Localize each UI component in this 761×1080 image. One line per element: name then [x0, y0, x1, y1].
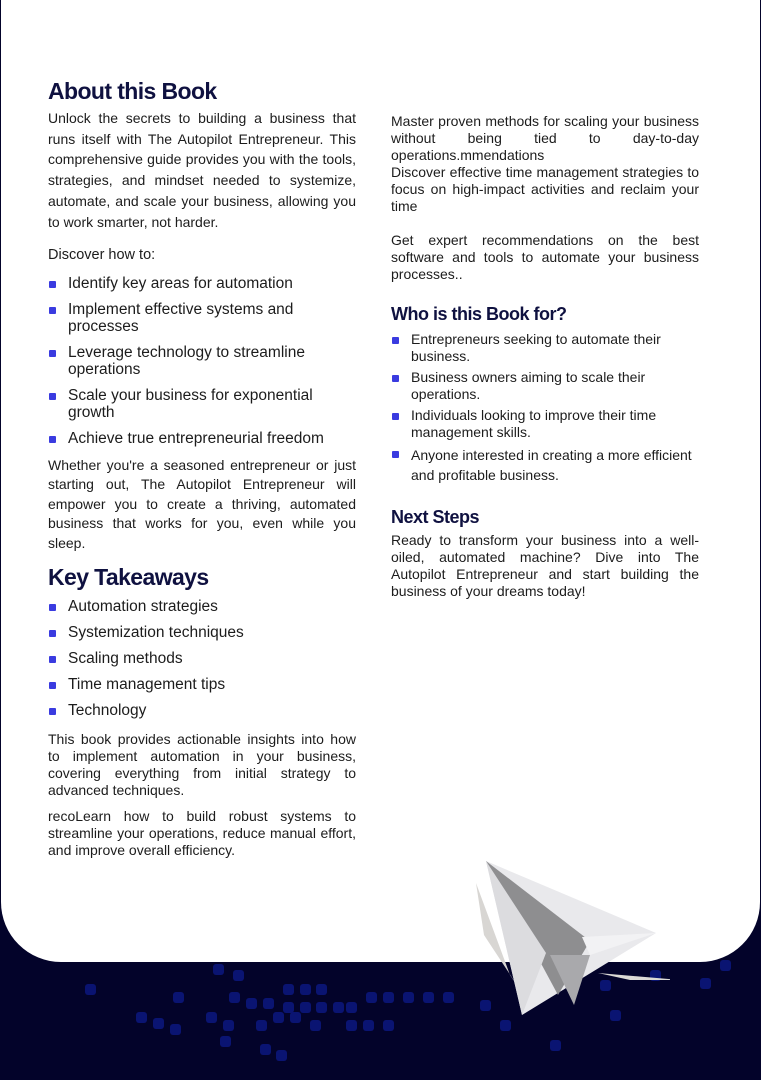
- tools-paragraph: Get expert recommendations on the best software and tools to automate your business processes..: [391, 232, 699, 282]
- pixel-dot: [423, 992, 434, 1003]
- takeaway-item: Technology: [48, 702, 356, 719]
- pixel-dot: [383, 992, 394, 1003]
- pixel-dot: [273, 1012, 284, 1023]
- bullet-icon: [49, 436, 56, 443]
- pixel-dot: [229, 992, 240, 1003]
- pixel-dot: [283, 984, 294, 995]
- pixel-dot: [550, 1040, 561, 1051]
- pixel-dot: [333, 1002, 344, 1013]
- bullet-icon: [49, 604, 56, 611]
- time-paragraph: Discover effective time management strategies to focus on high-impact activities and reclaim your time: [391, 164, 699, 214]
- discover-item: Identify key areas for automation: [48, 275, 356, 292]
- pixel-dot: [316, 1002, 327, 1013]
- plane-shadow-tail: [598, 973, 670, 980]
- audience-title: Who is this Book for?: [391, 304, 567, 324]
- pixel-dot: [363, 1020, 374, 1031]
- bullet-icon: [49, 350, 56, 357]
- discover-label: Discover how to:: [48, 247, 156, 264]
- bullet-icon: [392, 413, 399, 420]
- pixel-dot: [366, 992, 377, 1003]
- audience-item: Anyone interested in creating a more efficient and profitable business.: [391, 445, 699, 485]
- pixel-dot: [300, 984, 311, 995]
- pixel-dot: [316, 984, 327, 995]
- bullet-icon: [49, 630, 56, 637]
- bullet-icon: [49, 307, 56, 314]
- pixel-dot: [346, 1020, 357, 1031]
- pixel-dot: [310, 1020, 321, 1031]
- bullet-icon: [392, 337, 399, 344]
- pixel-dot: [246, 998, 257, 1009]
- pixel-dot: [383, 1020, 394, 1031]
- takeaway-item: Time management tips: [48, 676, 356, 693]
- takeaway-item: Automation strategies: [48, 598, 356, 615]
- pixel-dot: [256, 1020, 267, 1031]
- discover-list: [48, 275, 356, 447]
- pixel-dot: [720, 960, 731, 971]
- next-steps-title: Next Steps: [391, 507, 480, 527]
- discover-item: Leverage technology to streamline operations: [48, 344, 356, 378]
- right-column: [391, 113, 699, 600]
- scaling-paragraph: Master proven methods for scaling your business without being tied to day-to-day operations.mmendations: [391, 113, 699, 163]
- pixel-dot: [290, 1012, 301, 1023]
- discover-item: Scale your business for exponential growth: [48, 387, 356, 421]
- pixel-dot: [223, 1020, 234, 1031]
- audience-list: [391, 331, 699, 485]
- pixel-dot: [263, 998, 274, 1009]
- bullet-icon: [49, 393, 56, 400]
- audience-item: Entrepreneurs seeking to automate their business.: [391, 331, 699, 365]
- takeaway-item: Systemization techniques: [48, 624, 356, 641]
- bullet-icon: [392, 451, 399, 458]
- takeaways-title: Key Takeaways: [48, 563, 209, 590]
- about-intro: Unlock the secrets to building a business that runs itself with The Autopilot Entrepreneur. This comprehensive guide provides you with the tools, strategies, and mindset needed to systemize, automate, and scale your business, allowing you to work smarter, not harder.: [48, 110, 356, 230]
- bullet-icon: [49, 656, 56, 663]
- pixel-dot: [173, 992, 184, 1003]
- bullet-icon: [392, 375, 399, 382]
- takeaways-paragraph-1: This book provides actionable insights into how to implement automation in your business, covering everything from initial strategy to advanced techniques.: [48, 730, 356, 798]
- bullet-icon: [49, 708, 56, 715]
- pixel-dot: [260, 1044, 271, 1055]
- takeaways-list: [48, 598, 356, 719]
- left-column: [48, 78, 356, 859]
- bullet-icon: [49, 281, 56, 288]
- audience-item: Business owners aiming to scale their operations.: [391, 369, 699, 403]
- page-card: [1, 0, 760, 962]
- pixel-dot: [213, 964, 224, 975]
- discover-item: Achieve true entrepreneurial freedom: [48, 430, 356, 447]
- bullet-icon: [49, 682, 56, 689]
- pixel-dot: [500, 1020, 511, 1031]
- pixel-dot: [283, 1002, 294, 1013]
- takeaway-item: Scaling methods: [48, 650, 356, 667]
- pixel-dot: [136, 1012, 147, 1023]
- about-closing: Whether you're a seasoned entrepreneur or just starting out, The Autopilot Entrepreneur will empower you to create a thriving, automated business that works for you, even while you sleep.: [48, 456, 356, 551]
- discover-item: Implement effective systems and processes: [48, 301, 356, 335]
- pixel-dot: [233, 970, 244, 981]
- pixel-dot: [700, 978, 711, 989]
- pixel-dot: [403, 992, 414, 1003]
- pixel-dot: [153, 1018, 164, 1029]
- pixel-dot: [170, 1024, 181, 1035]
- about-title: About this Book: [48, 78, 217, 104]
- pixel-dot: [206, 1012, 217, 1023]
- audience-item: Individuals looking to improve their time management skills.: [391, 407, 699, 441]
- pixel-dot: [220, 1036, 231, 1047]
- pixel-dot: [276, 1050, 287, 1061]
- pixel-dot: [443, 992, 454, 1003]
- takeaways-paragraph-2: recoLearn how to build robust systems to streamline your operations, reduce manual effort, and improve overall efficiency.: [48, 807, 356, 858]
- pixel-dot: [300, 1002, 311, 1013]
- paper-plane-icon: [470, 855, 670, 1015]
- pixel-dot: [346, 1002, 357, 1013]
- pixel-dot: [85, 984, 96, 995]
- next-steps-text: Ready to transform your business into a well-oiled, automated machine? Dive into The Autopilot Entrepreneur and start building the business of your dreams today!: [391, 532, 699, 599]
